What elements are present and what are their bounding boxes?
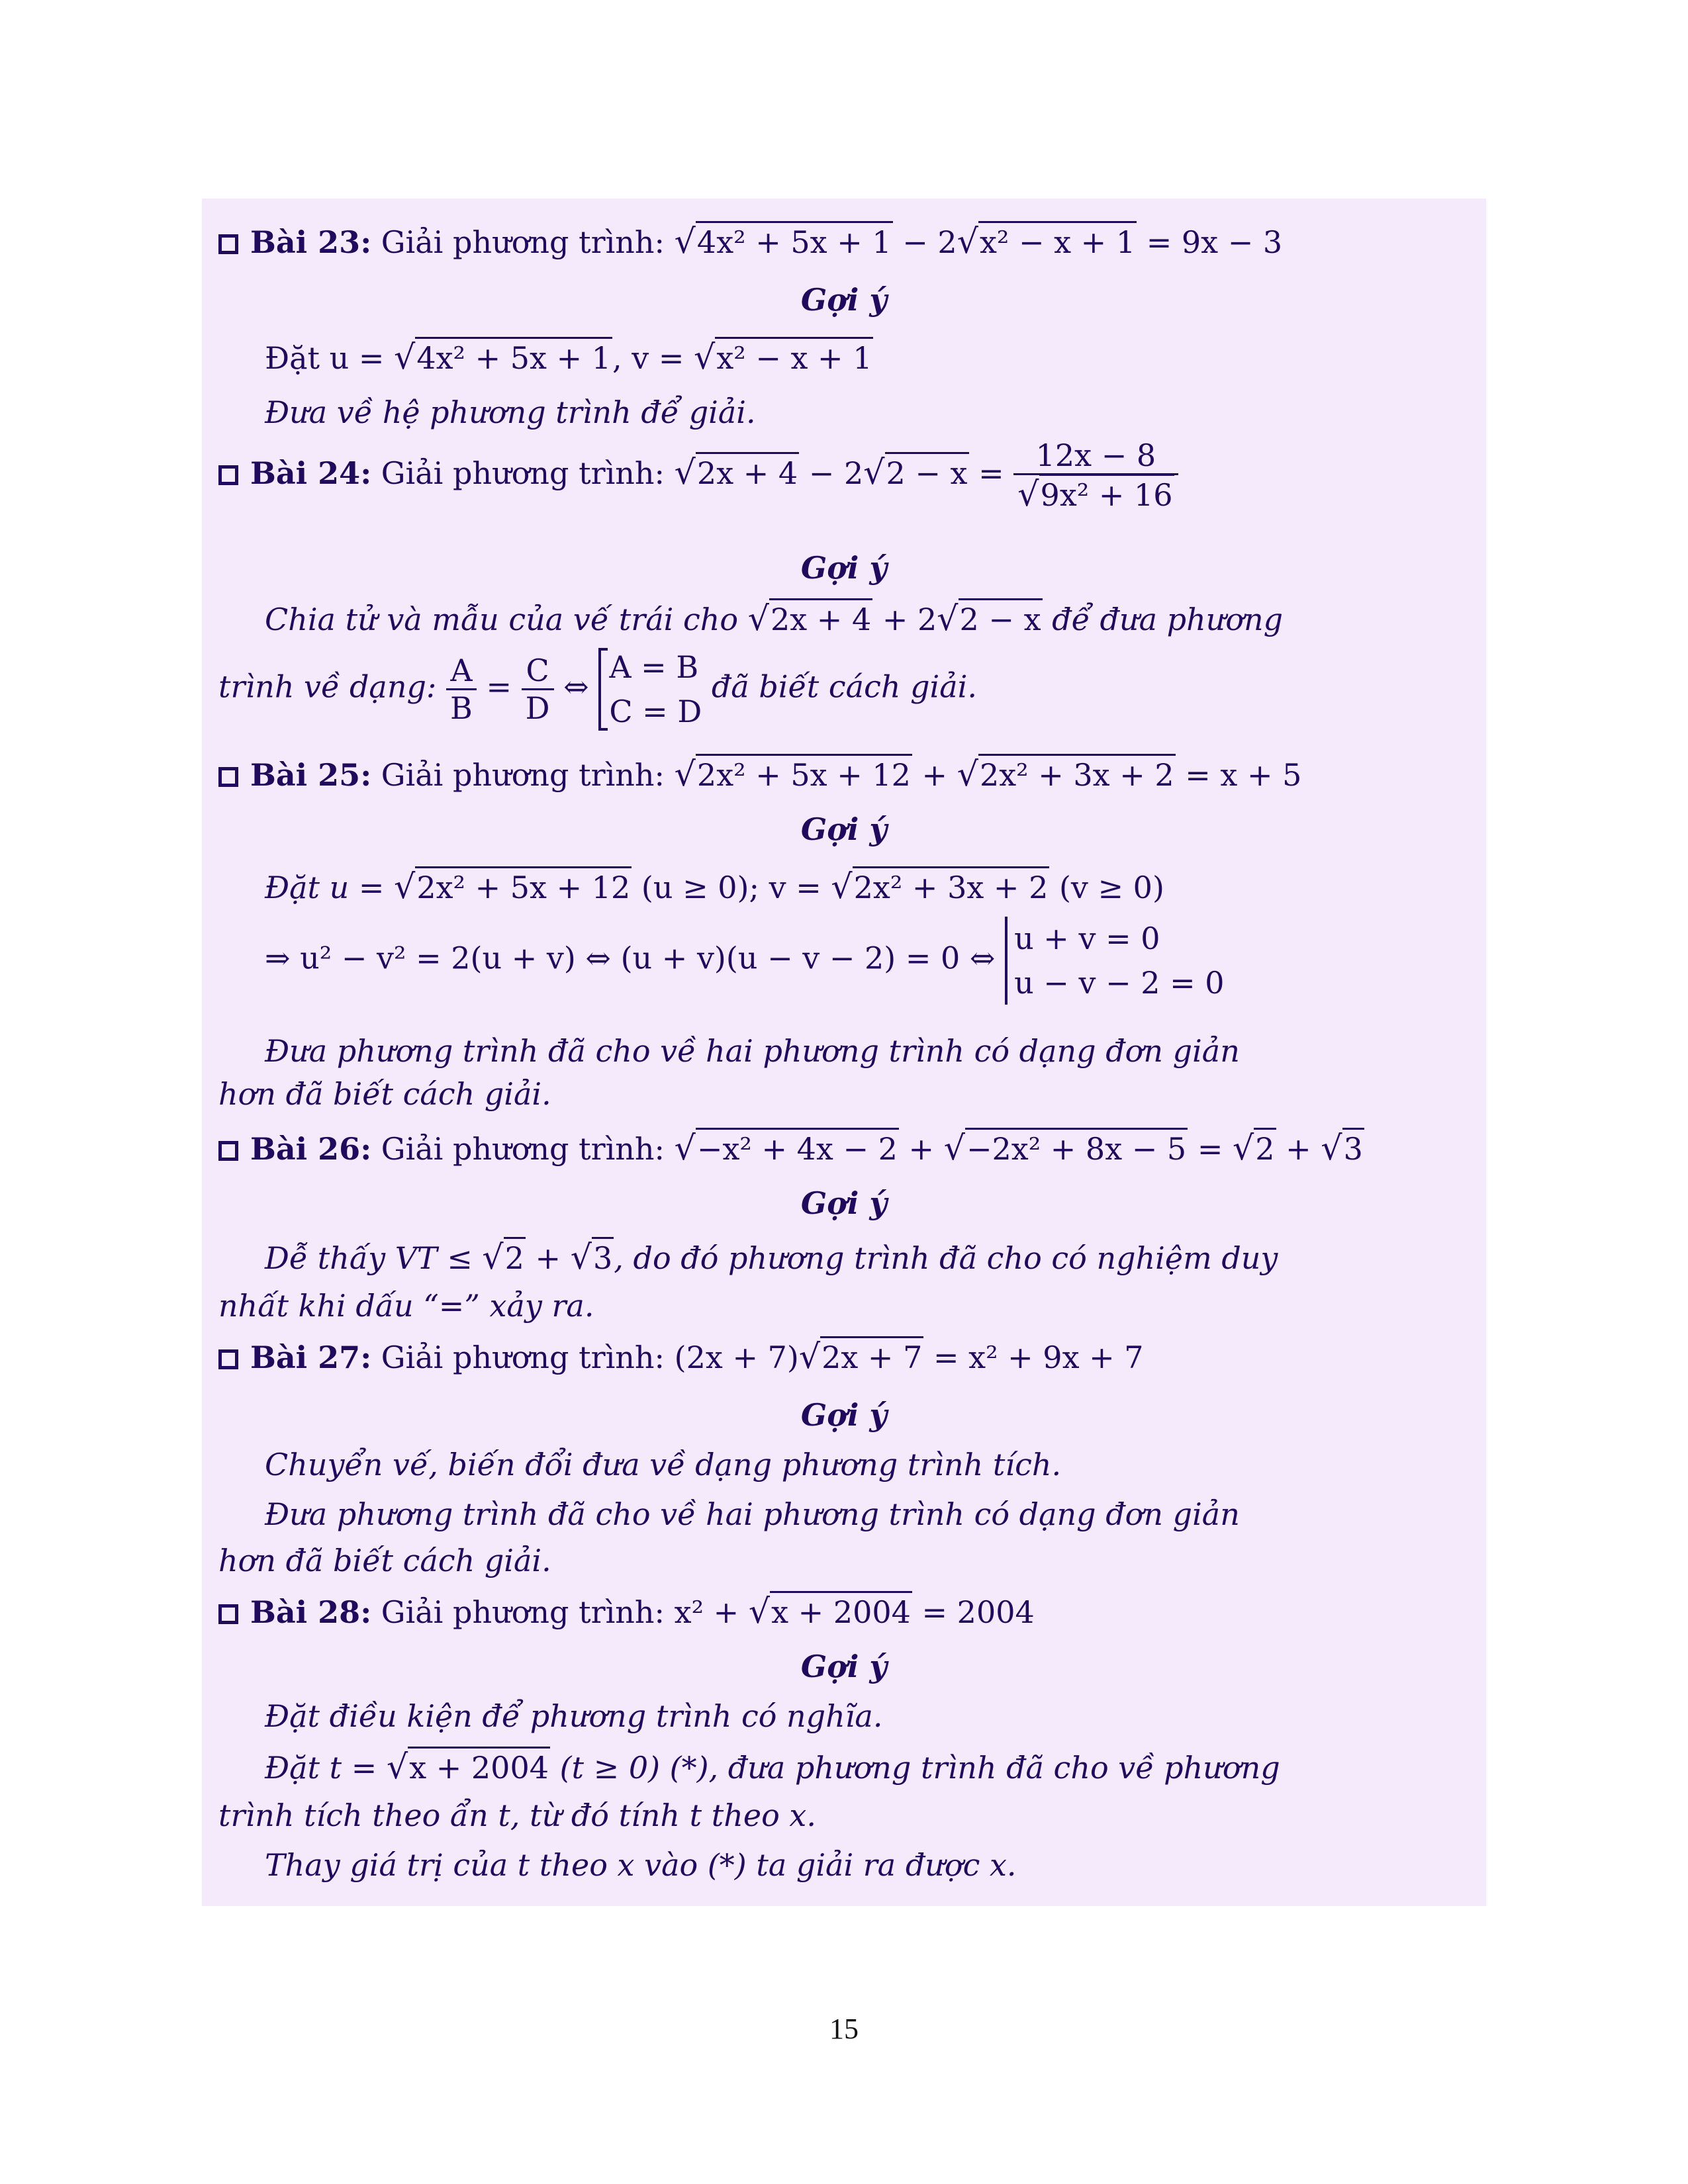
problem-prompt: Giải phương trình: [381,757,665,793]
problem-label: Bài 24: [250,455,372,491]
checkbox-bullet-icon [218,1604,238,1624]
math-text: − 2 [892,224,957,260]
hint-line: Thay giá trị của t theo x vào (*) ta giải ra được x. [265,1847,1017,1883]
problem-label: Bài 25: [250,757,372,793]
hint-line: Dễ thấy VT ≤ √2 + √3, do đó phương trình đã cho có nghiệm duy [265,1238,1278,1277]
checkbox-bullet-icon [218,767,238,787]
hint-line: Đặt điều kiện để phương trình có nghĩa. [265,1698,883,1734]
hint-line: nhất khi dấu “=” xảy ra. [218,1288,594,1324]
radical: √2 [1233,1128,1275,1167]
hint-heading: Gợi ý [800,1397,888,1433]
problem-prompt: Giải phương trình: [381,455,665,491]
problem-prompt: Giải phương trình: [381,1340,665,1375]
problem-label: Bài 23: [250,224,372,260]
checkbox-bullet-icon [218,234,238,254]
radical: √−2x² + 8x − 5 [943,1128,1187,1167]
problem-24: Bài 24: Giải phương trình: √2x + 4 − 2√2 − x = $\frac{12x - 8}{\text{√9x² + 16}}$ [218,440,1178,512]
radical: √2x² + 3x + 2 [831,867,1049,906]
checkbox-bullet-icon [218,465,238,485]
radical: √2 − x [863,452,968,492]
radical: √4x² + 5x + 1 [674,222,892,261]
radical: √3 [1321,1128,1363,1167]
problem-23 [218,222,1283,261]
hint-heading: Gợi ý [800,1649,888,1684]
checkbox-bullet-icon [218,1349,238,1369]
hint-line: Đặt u = √2x² + 5x + 12 (u ≥ 0); v = √2x² + 3x + 2 (v ≥ 0) [265,867,1164,906]
hint-line: hơn đã biết cách giải. [218,1543,551,1578]
hint-line: Đưa phương trình đã cho về hai phương trình có dạng đơn giản [265,1033,1240,1069]
hint-heading: Gợi ý [800,282,888,318]
radical: √x² − x + 1 [957,222,1136,261]
hint-line: trình về dạng: $\frac{A}{B}$ = $\frac{C}{D}$ ⇔ A = B C = D đã biết cách giải. [218,645,977,733]
radical: √x² − x + 1 [694,338,872,377]
radical: √4x² + 5x + 1 [394,338,612,377]
hint-heading: Gợi ý [800,550,888,586]
problem-label: Bài 27: [250,1340,372,1375]
hint-line: Đưa về hệ phương trình để giải. [265,394,756,430]
radical: √2 [482,1238,524,1277]
hint-line: ⇒ u² − v² = 2(u + v) ⇔ (u + v)(u − v − 2) = 0 ⇔ u + v = 0 u − v − 2 = 0 [265,917,1225,1005]
hint-line: Đặt t = √x + 2004 (t ≥ 0) (*), đưa phương trình đã cho về phương [265,1747,1280,1786]
case-bracket: A = B C = D [598,645,702,733]
hint-heading: Gợi ý [800,811,888,847]
hint-line: Đặt u = √4x² + 5x + 1, v = √x² − x + 1 [265,338,872,377]
radical: √3 [570,1238,613,1277]
problem-27: Bài 27: Giải phương trình: (2x + 7)√2x + 7 = x² + 9x + 7 [218,1340,1144,1374]
radical: √x + 2004 [748,1592,911,1631]
problem-prompt: Giải phương trình: [381,1131,665,1167]
problem-26: Bài 26: Giải phương trình: √−x² + 4x − 2 + √−2x² + 8x − 5 = √2 + √3 [218,1132,1364,1165]
radical: √x + 2004 [386,1747,549,1786]
radical: √2x + 4 [674,452,798,492]
radical: √2x² + 5x + 12 [674,754,911,794]
radical: √2x² + 3x + 2 [957,754,1174,794]
problem-label: Bài 28: [250,1594,372,1630]
hint-line: Đưa phương trình đã cho về hai phương trình có dạng đơn giản [265,1496,1240,1532]
hint-line: hơn đã biết cách giải. [218,1076,551,1112]
hint-heading: Gợi ý [800,1185,888,1221]
problem-25: Bài 25: Giải phương trình: √2x² + 5x + 12 + √2x² + 3x + 2 = x + 5 [218,758,1301,792]
hint-line: Chia tử và mẫu của vế trái cho √2x + 4 + 2√2 − x để đưa phương [265,599,1284,638]
problem-label: Bài 26: [250,1131,372,1167]
problem-prompt: Giải phương trình: [381,224,665,260]
hint-line: Chuyển vế, biến đổi đưa về dạng phương trình tích. [265,1447,1062,1482]
fraction: $\frac{12x - 8}{\text{√9x² + 16}}$ [1013,440,1178,512]
checkbox-bullet-icon [218,1141,238,1161]
fraction: $\frac{A}{B}$ [446,655,477,723]
math-text: = 9x − 3 [1137,224,1283,260]
radical: √2x + 7 [798,1337,923,1376]
page-number: 15 [829,2013,859,2045]
radical: √−x² + 4x − 2 [674,1128,898,1167]
problem-prompt: Giải phương trình: [381,1594,665,1630]
problem-28: Bài 28: Giải phương trình: x² + √x + 2004 = 2004 [218,1595,1035,1629]
radical: √2x² + 5x + 12 [394,867,631,906]
case-bracket: u + v = 0 u − v − 2 = 0 [1005,917,1225,1005]
hint-line: trình tích theo ẩn t, từ đó tính t theo x. [218,1797,816,1833]
fraction: $\frac{C}{D}$ [522,655,554,723]
radical: √2x + 4 [747,599,872,638]
radical: √2 − x [937,599,1041,638]
